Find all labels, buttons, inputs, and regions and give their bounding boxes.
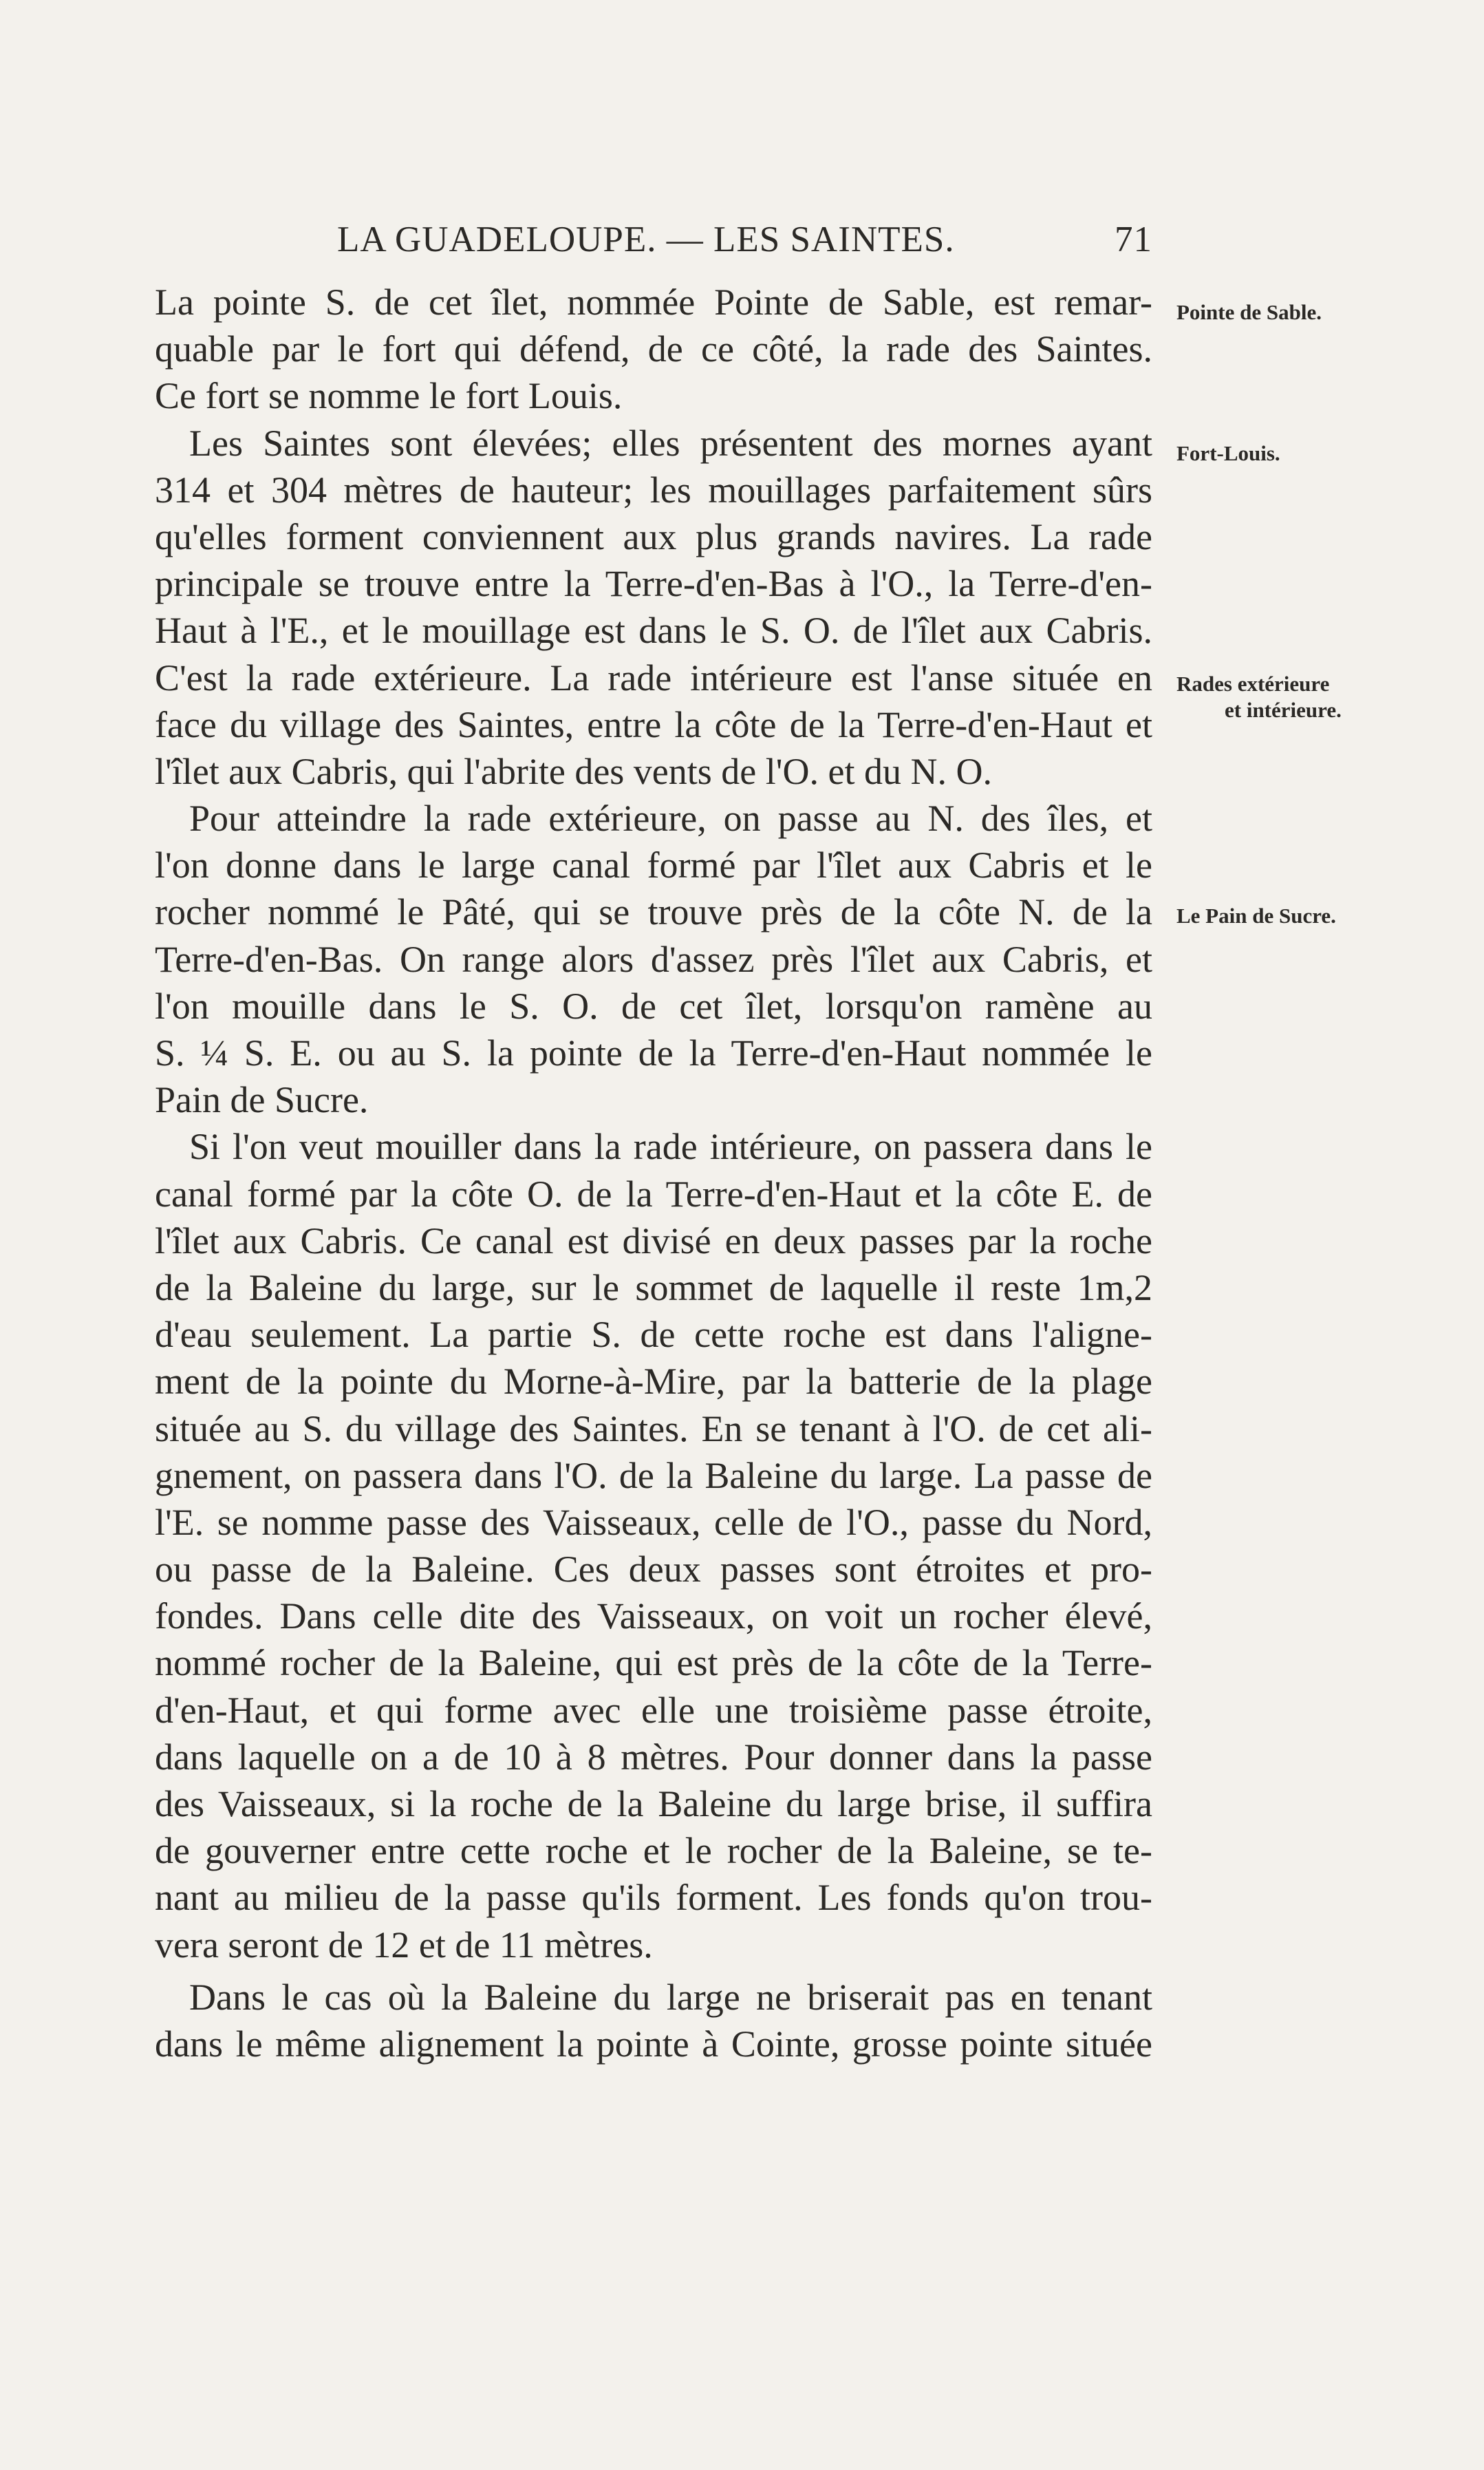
text-line: Si l'on veut mouiller dans la rade intérieure, on passera dans le <box>189 1126 1152 1168</box>
text-line: l'on donne dans le large canal formé par l'îlet aux Cabris et le <box>155 844 1152 886</box>
margin-note-rades-line1: Rades extérieure <box>1176 672 1330 696</box>
text-line: Dans le cas où la Baleine du large ne briserait pas en tenant <box>189 1976 1152 2018</box>
body-text <box>155 279 1152 2067</box>
text-line: face du village des Saintes, entre la côte de la Terre-d'en-Haut et <box>155 703 1152 745</box>
text-line: C'est la rade extérieure. La rade intérieure est l'anse située en <box>155 657 1152 699</box>
text-line: des Vaisseaux, si la roche de la Baleine du large brise, il suffira <box>155 1783 1152 1824</box>
text-line: l'on mouille dans le S. O. de cet îlet, lorsqu'on ramène au <box>155 985 1152 1027</box>
text-line: nommé rocher de la Baleine, qui est près de la côte de la Terre- <box>155 1642 1152 1684</box>
text-line: de gouverner entre cette roche et le rocher de la Baleine, se te- <box>155 1830 1152 1872</box>
running-header <box>337 219 1152 267</box>
text-line: canal formé par la côte O. de la Terre-d'en-Haut et la côte E. de <box>155 1173 1152 1215</box>
text-line: fondes. Dans celle dite des Vaisseaux, on voit un rocher élevé, <box>155 1595 1152 1637</box>
text-line: de la Baleine du large, sur le sommet de laquelle il reste 1m,2 <box>155 1266 1152 1308</box>
margin-note-pointe-de-sable: Pointe de Sable. <box>1176 300 1322 324</box>
text-line: principale se trouve entre la Terre-d'en-Bas à l'O., la Terre-d'en- <box>155 563 1152 605</box>
text-line: d'eau seulement. La partie S. de cette roche est dans l'aligne- <box>155 1314 1152 1356</box>
text-line: l'E. se nomme passe des Vaisseaux, celle de l'O., passe du Nord, <box>155 1501 1152 1543</box>
margin-note-pain-de-sucre: Le Pain de Sucre. <box>1176 904 1336 928</box>
text-line: rocher nommé le Pâté, qui se trouve près de la côte N. de la <box>155 891 1152 933</box>
text-line: quable par le fort qui défend, de ce côté, la rade des Saintes. <box>155 328 1152 370</box>
text-line: Haut à l'E., et le mouillage est dans le S. O. de l'îlet aux Cabris. <box>155 610 1152 652</box>
text-line: Terre-d'en-Bas. On range alors d'assez près l'îlet aux Cabris, et <box>155 938 1152 980</box>
margin-note-rades <box>1176 671 1342 723</box>
text-line: dans laquelle on a de 10 à 8 mètres. Pour donner dans la passe <box>155 1736 1152 1778</box>
text-line: nant au milieu de la passe qu'ils forment. Les fonds qu'on trou- <box>155 1877 1152 1919</box>
text-line: La pointe S. de cet îlet, nommée Pointe de Sable, est remar- <box>155 281 1152 323</box>
margin-note-fort-louis: Fort-Louis. <box>1176 441 1280 465</box>
text-line: qu'elles forment conviennent aux plus grands navires. La rade <box>155 515 1152 557</box>
header-title: LA GUADELOUPE. — LES SAINTES. <box>337 220 955 259</box>
text-line: 314 et 304 mètres de hauteur; les mouillages parfaitement sûrs <box>155 469 1152 511</box>
text-line: Les Saintes sont élevées; elles présentent des mornes ayant <box>189 422 1152 464</box>
text-line: vera seront de 12 et de 11 mètres. <box>155 1924 653 1966</box>
text-line: gnement, on passera dans l'O. de la Baleine du large. La passe de <box>155 1454 1152 1496</box>
text-line: dans le même alignement la pointe à Cointe, grosse pointe située <box>155 2023 1152 2065</box>
text-line: l'îlet aux Cabris. Ce canal est divisé en deux passes par la roche <box>155 1220 1152 1261</box>
text-line: l'îlet aux Cabris, qui l'abrite des vents de l'O. et du N. O. <box>155 750 992 792</box>
text-line: d'en-Haut, et qui forme avec elle une troisième passe étroite, <box>155 1689 1152 1731</box>
text-line: Ce fort se nomme le fort Louis. <box>155 375 623 417</box>
text-line: Pour atteindre la rade extérieure, on passe au N. des îles, et <box>189 798 1152 840</box>
margin-note-rades-line2: et intérieure. <box>1225 698 1342 722</box>
text-line: S. ¼ S. E. ou au S. la pointe de la Terre-d'en-Haut nommée le <box>155 1032 1152 1074</box>
text-line: Pain de Sucre. <box>155 1079 369 1121</box>
text-line: située au S. du village des Saintes. En se tenant à l'O. de cet ali- <box>155 1407 1152 1449</box>
text-line: ment de la pointe du Morne-à-Mire, par la batterie de la plage <box>155 1361 1152 1403</box>
text-line: ou passe de la Baleine. Ces deux passes sont étroites et pro- <box>155 1548 1152 1590</box>
page-number: 71 <box>1115 220 1152 259</box>
